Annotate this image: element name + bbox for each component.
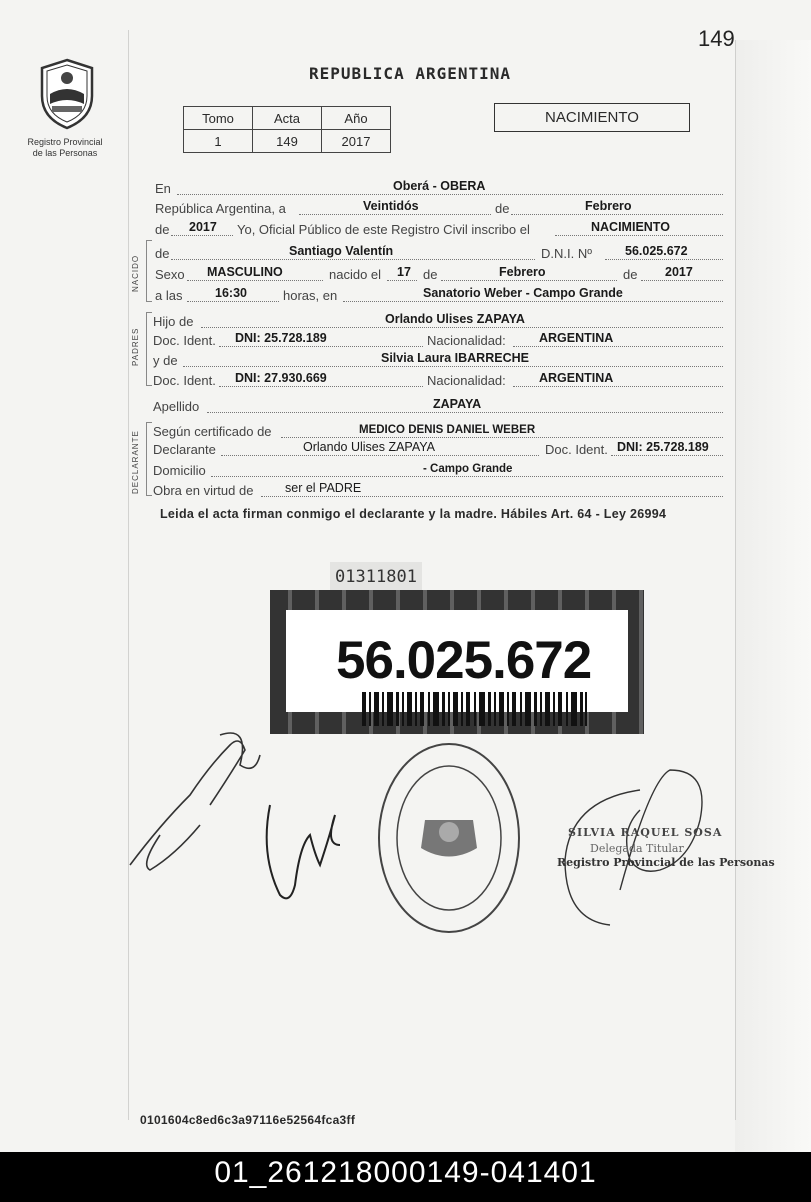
label-de-mes: de: [423, 267, 438, 282]
header-acta: Acta: [253, 107, 322, 130]
value-anio: 2017: [322, 130, 391, 153]
value-madre: Silvia Laura IBARRECHE: [381, 351, 529, 365]
nacido-bracket: [146, 240, 152, 302]
value-nombre: Santiago Valentín: [289, 244, 394, 258]
value-hora: 16:30: [215, 286, 247, 300]
document-title: REPUBLICA ARGENTINA: [309, 64, 512, 83]
dotted-line: [219, 346, 423, 347]
label-horas-en: horas, en: [283, 288, 338, 303]
label-nacionalidad: Nacionalidad:: [427, 333, 506, 348]
dotted-line: [183, 366, 723, 367]
signature-declarant: [120, 715, 360, 925]
value-mes: Febrero: [585, 199, 632, 213]
registry-label-line1: Registro Provincial: [27, 137, 103, 147]
value-lugar-nac: Sanatorio Weber - Campo Grande: [423, 286, 623, 300]
label-segun: Según certificado de: [153, 424, 272, 439]
footer-bar: [0, 1152, 811, 1202]
label-y-de: y de: [153, 353, 178, 368]
declarante-bracket: [146, 422, 152, 496]
value-nac-mes: Febrero: [499, 265, 546, 279]
dotted-line: [201, 327, 723, 328]
official-title: Delegada Titular: [590, 842, 684, 855]
dotted-line: [171, 259, 535, 260]
dotted-line: [261, 496, 723, 497]
row-madre: [153, 350, 723, 370]
dotted-line: [605, 259, 723, 260]
value-apellido: ZAPAYA: [433, 397, 482, 411]
left-margin-line: [128, 30, 129, 1120]
right-margin-line: [735, 40, 736, 1120]
registry-label: [14, 137, 116, 159]
row-padre-doc: [153, 330, 723, 350]
row-declarante: [153, 439, 723, 459]
label-doc-ident2: Doc. Ident.: [153, 373, 216, 388]
value-dia: Veintidós: [363, 199, 419, 213]
value-inscribo: NACIMIENTO: [591, 220, 670, 234]
row-obra: [153, 480, 723, 500]
dotted-line: [299, 214, 491, 215]
label-doc-ident: Doc. Ident.: [153, 333, 216, 348]
page-number: 149: [698, 26, 735, 51]
value-nac-dia: 17: [397, 265, 411, 279]
dotted-line: [611, 455, 723, 456]
label-hijo-de: Hijo de: [153, 314, 194, 329]
value-dni: 56.025.672: [625, 244, 688, 258]
label-sexo: Sexo: [155, 267, 185, 282]
header-anio: Año: [322, 107, 391, 130]
value-declarante: Orlando Ulises ZAPAYA: [303, 440, 435, 454]
label-apellido: Apellido: [153, 399, 200, 414]
value-anio: 2017: [189, 220, 217, 234]
province-seal-logo: [36, 56, 98, 132]
dotted-line: [219, 386, 423, 387]
dotted-line: [221, 455, 539, 456]
dni-sticker: [270, 590, 644, 734]
value-declarante-dni: DNI: 25.728.189: [617, 440, 709, 454]
sticker-number: 56.025.672: [336, 631, 592, 690]
page-shadow: [735, 40, 811, 1152]
dotted-line: [511, 214, 723, 215]
row-en: [153, 178, 723, 198]
label-a-las: a las: [155, 288, 183, 303]
official-name: SILVIA RAQUEL SOSA: [568, 826, 723, 839]
padres-bracket: [146, 312, 152, 386]
header-tomo: Tomo: [184, 107, 253, 130]
dotted-line: [187, 301, 279, 302]
label-de: de: [495, 201, 510, 216]
row-nombre: [153, 243, 723, 263]
section-label-nacido: NACIDO: [131, 254, 140, 292]
serial-number: 01311801: [330, 562, 422, 590]
tomo-acta-anio-table: [183, 106, 391, 153]
dotted-line: [441, 280, 617, 281]
label-declarante: Declarante: [153, 442, 216, 457]
value-lugar: Oberá - OBERA: [393, 179, 486, 193]
row-apellido: [153, 396, 723, 416]
value-madre-dni: DNI: 27.930.669: [235, 371, 327, 385]
row-padre: [153, 311, 723, 331]
section-label-declarante: DECLARANTE: [131, 430, 140, 494]
row-sexo: [153, 264, 723, 284]
dotted-line: [387, 280, 417, 281]
label-dni: D.N.I. Nº: [541, 246, 592, 261]
row-hora: [153, 285, 723, 305]
act-type-box: NACIMIENTO: [494, 103, 690, 132]
dotted-line: [281, 437, 723, 438]
value-acta: 149: [253, 130, 322, 153]
value-padre: Orlando Ulises ZAPAYA: [385, 312, 525, 326]
dotted-line: [171, 235, 233, 236]
dotted-line: [187, 280, 323, 281]
value-padre-dni: DNI: 25.728.189: [235, 331, 327, 345]
value-nac-anio: 2017: [665, 265, 693, 279]
document-hash: 0101604c8ed6c3a97116e52564fca3ff: [140, 1113, 356, 1127]
value-madre-nac: ARGENTINA: [539, 371, 614, 385]
label-de-anio: de: [623, 267, 638, 282]
barcode: [362, 692, 587, 726]
dotted-line: [177, 194, 723, 195]
value-tomo: 1: [184, 130, 253, 153]
label-de2: de: [155, 222, 170, 237]
dotted-line: [343, 301, 723, 302]
official-seal-stamp: [375, 740, 523, 936]
row-fecha: [153, 198, 723, 218]
footer-code: 01_261218000149-041401: [214, 1156, 597, 1189]
dotted-line: [211, 476, 723, 477]
label-republica: República Argentina, a: [155, 201, 286, 216]
value-padre-nac: ARGENTINA: [539, 331, 614, 345]
row-domicilio: [153, 460, 723, 480]
value-domicilio: - Campo Grande: [423, 463, 513, 475]
label-domicilio: Domicilio: [153, 463, 206, 478]
row-certificado: [153, 421, 723, 441]
dotted-line: [207, 412, 723, 413]
label-obra: Obra en virtud de: [153, 483, 254, 498]
label-doc-ident3: Doc. Ident.: [545, 442, 608, 457]
row-madre-doc: [153, 370, 723, 390]
dotted-line: [513, 346, 723, 347]
label-nacionalidad2: Nacionalidad:: [427, 373, 506, 388]
value-obra: ser el PADRE: [285, 481, 362, 495]
official-registry: Registro Provincial de las Personas: [557, 856, 775, 869]
label-yo: Yo, Oficial Público de este Registro Civil inscribo el: [237, 222, 530, 237]
label-nacido-el: nacido el: [329, 267, 382, 282]
value-certificado: MEDICO DENIS DANIEL WEBER: [359, 424, 536, 436]
registry-label-line2: de las Personas: [32, 148, 98, 158]
section-label-padres: PADRES: [131, 327, 140, 366]
label-de-nombre: de: [155, 246, 170, 261]
row-inscribo: [153, 219, 723, 239]
value-sexo: MASCULINO: [207, 265, 283, 279]
dotted-line: [641, 280, 723, 281]
sticker-inner: [286, 610, 628, 712]
label-en: En: [155, 181, 171, 196]
reading-note: Leida el acta firman conmigo el declarante y la madre. Hábiles Art. 64 - Ley 26994: [160, 507, 667, 521]
dotted-line: [513, 386, 723, 387]
dotted-line: [555, 235, 723, 236]
